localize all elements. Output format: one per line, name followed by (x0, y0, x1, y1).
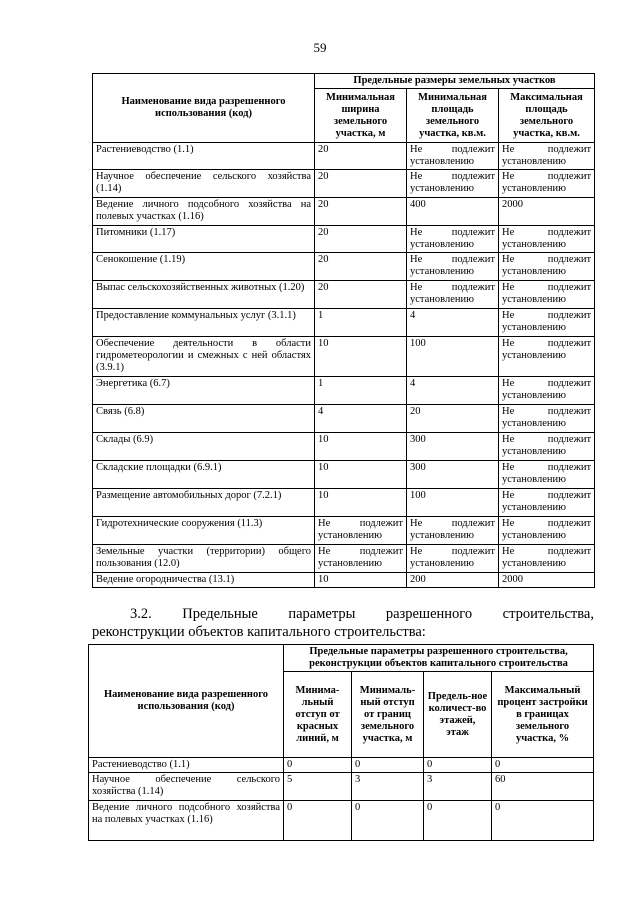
use-type-cell: Растениеводство (1.1) (89, 758, 284, 773)
value-cell: 3 (424, 773, 492, 801)
use-type-cell: Земельные участки (территории) общего пользования (12.0) (93, 545, 315, 573)
value-cell: 20 (315, 281, 407, 309)
value-cell: Не подлежит установлению (499, 433, 595, 461)
value-cell: Не подлежит установлению (315, 517, 407, 545)
section-title-word: параметры (288, 606, 356, 622)
value-cell: Не подлежит установлению (499, 337, 595, 377)
table-row (89, 758, 594, 773)
table-row (93, 489, 595, 517)
table-row (93, 573, 595, 588)
table-row (93, 198, 595, 226)
section-title-word: разрешенного (385, 606, 473, 622)
table2-group-header: Предельные параметры разрешенного строительства, реконструкции объектов капитального строительства (284, 645, 594, 672)
section-title-word: Предельные (182, 606, 258, 622)
table-row (93, 545, 595, 573)
page-number: 59 (313, 40, 327, 55)
value-cell: 1 (315, 309, 407, 337)
value-cell: 4 (407, 377, 499, 405)
use-type-cell: Ведение огородничества (13.1) (93, 573, 315, 588)
value-cell: Не подлежит установлению (499, 309, 595, 337)
use-type-cell: Размещение автомобильных дорог (7.2.1) (93, 489, 315, 517)
table2-col-boundary-offset: Минималь-ный отступ от границ земельного участка, м (352, 672, 424, 758)
value-cell: Не подлежит установлению (499, 489, 595, 517)
use-type-cell: Ведение личного подсобного хозяйства на полевых участках (1.16) (93, 198, 315, 226)
value-cell: 10 (315, 433, 407, 461)
table-row (93, 461, 595, 489)
value-cell: 20 (315, 198, 407, 226)
value-cell: 60 (492, 773, 594, 801)
section-title-line2: реконструкции объектов капитального строительства: (92, 624, 426, 640)
use-type-cell: Предоставление коммунальных услуг (3.1.1) (93, 309, 315, 337)
value-cell: 5 (284, 773, 352, 801)
value-cell: Не подлежит установлению (407, 545, 499, 573)
value-cell: 200 (407, 573, 499, 588)
value-cell: Не подлежит установлению (499, 170, 595, 198)
value-cell: 300 (407, 433, 499, 461)
use-type-cell: Выпас сельскохозяйственных животных (1.20) (93, 281, 315, 309)
value-cell: Не подлежит установлению (499, 143, 595, 170)
use-type-cell: Ведение личного подсобного хозяйства на полевых участках (1.16) (89, 801, 284, 841)
value-cell: Не подлежит установлению (315, 545, 407, 573)
value-cell: 10 (315, 337, 407, 377)
use-type-cell: Научное обеспечение сельского хозяйства (1.14) (89, 773, 284, 801)
table-row (93, 433, 595, 461)
value-cell: 20 (407, 405, 499, 433)
section-title-word: строительства, (502, 606, 594, 622)
value-cell: Не подлежит установлению (499, 517, 595, 545)
value-cell: 3 (352, 773, 424, 801)
table-row (93, 337, 595, 377)
value-cell: 4 (315, 405, 407, 433)
table-row (93, 405, 595, 433)
table1-name-header: Наименование вида разрешенного использования (код) (93, 74, 315, 143)
table2-name-header: Наименование вида разрешенного использования (код) (89, 645, 284, 758)
value-cell: 0 (492, 801, 594, 841)
table-row (93, 226, 595, 253)
value-cell: Не подлежит установлению (407, 143, 499, 170)
table1-col-min-area: Минимальная площадь земельного участка, кв.м. (407, 89, 499, 143)
value-cell: Не подлежит установлению (499, 545, 595, 573)
value-cell: 2000 (499, 573, 595, 588)
value-cell: 100 (407, 337, 499, 377)
table-row (93, 170, 595, 198)
table-row (93, 143, 595, 170)
use-type-cell: Обеспечение деятельности в области гидрометеорологии и смежных с ней областях (3.9.1) (93, 337, 315, 377)
value-cell: 400 (407, 198, 499, 226)
table1-col-max-area: Максимальная площадь земельного участка, кв.м. (499, 89, 595, 143)
use-type-cell: Сенокошение (1.19) (93, 253, 315, 281)
value-cell: Не подлежит установлению (499, 377, 595, 405)
value-cell: 20 (315, 143, 407, 170)
value-cell: 0 (352, 758, 424, 773)
use-type-cell: Склады (6.9) (93, 433, 315, 461)
table1-col-min-width: Минимальная ширина земельного участка, м (315, 89, 407, 143)
value-cell: 10 (315, 573, 407, 588)
value-cell: Не подлежит установлению (407, 226, 499, 253)
value-cell: 4 (407, 309, 499, 337)
value-cell: 20 (315, 226, 407, 253)
value-cell: Не подлежит установлению (407, 517, 499, 545)
table-row (93, 377, 595, 405)
value-cell: 300 (407, 461, 499, 489)
section-heading (92, 605, 594, 641)
table2-col-max-coverage: Максимальный процент застройки в границах земельного участка, % (492, 672, 594, 758)
value-cell: 0 (352, 801, 424, 841)
land-plot-size-table (92, 73, 595, 588)
value-cell: 10 (315, 461, 407, 489)
table2-col-red-line-offset: Минима-льный отступ от красных линий, м (284, 672, 352, 758)
table-row (93, 517, 595, 545)
use-type-cell: Растениеводство (1.1) (93, 143, 315, 170)
value-cell: 0 (284, 801, 352, 841)
value-cell: 1 (315, 377, 407, 405)
construction-parameters-table (88, 644, 594, 841)
value-cell: 20 (315, 253, 407, 281)
value-cell: 0 (492, 758, 594, 773)
value-cell: Не подлежит установлению (499, 461, 595, 489)
table-row (93, 281, 595, 309)
use-type-cell: Питомники (1.17) (93, 226, 315, 253)
table-row (89, 773, 594, 801)
value-cell: Не подлежит установлению (407, 281, 499, 309)
value-cell: 2000 (499, 198, 595, 226)
value-cell: 0 (424, 801, 492, 841)
table-row (89, 801, 594, 841)
use-type-cell: Связь (6.8) (93, 405, 315, 433)
value-cell: 20 (315, 170, 407, 198)
value-cell: Не подлежит установлению (499, 253, 595, 281)
value-cell: 100 (407, 489, 499, 517)
table-row (93, 253, 595, 281)
value-cell: Не подлежит установлению (499, 405, 595, 433)
value-cell: 0 (284, 758, 352, 773)
value-cell: Не подлежит установлению (499, 281, 595, 309)
use-type-cell: Складские площадки (6.9.1) (93, 461, 315, 489)
section-number: 3.2. (130, 606, 152, 622)
value-cell: 10 (315, 489, 407, 517)
use-type-cell: Научное обеспечение сельского хозяйства (1.14) (93, 170, 315, 198)
value-cell: 0 (424, 758, 492, 773)
table1-group-header: Предельные размеры земельных участков (315, 74, 595, 89)
value-cell: Не подлежит установлению (499, 226, 595, 253)
table-row (93, 309, 595, 337)
use-type-cell: Гидротехнические сооружения (11.3) (93, 517, 315, 545)
table2-col-max-floors: Предель-ное количест-во этажей, этаж (424, 672, 492, 758)
use-type-cell: Энергетика (6.7) (93, 377, 315, 405)
value-cell: Не подлежит установлению (407, 253, 499, 281)
value-cell: Не подлежит установлению (407, 170, 499, 198)
